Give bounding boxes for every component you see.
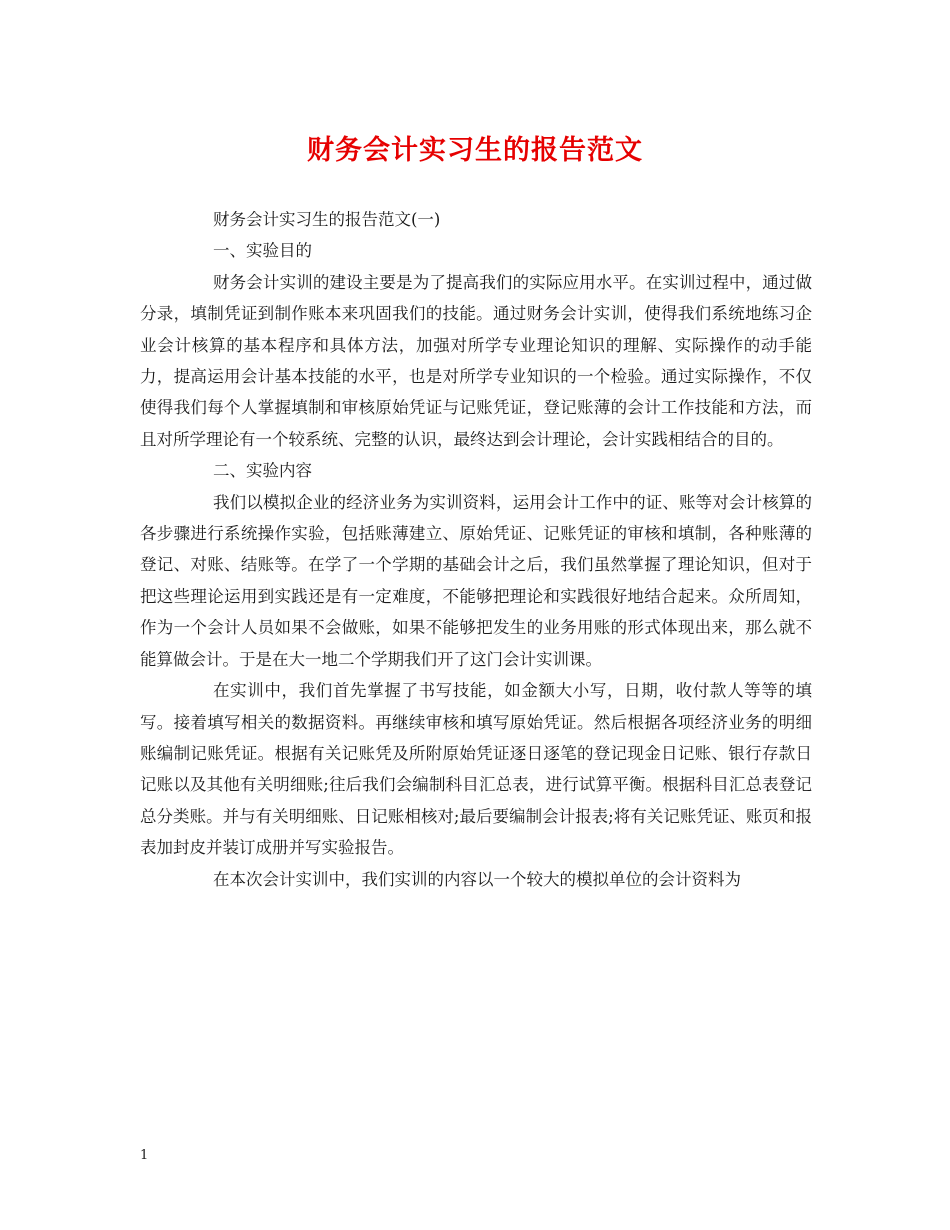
paragraph-purpose: 财务会计实训的建设主要是为了提高我们的实际应用水平。在实训过程中，通过做分录，填制凭证到制作账本来巩固我们的技能。通过财务会计实训，使得我们系统地练习企业会计核算的基本程序和具体方法，加强对所学专业理论知识的理解、实际操作的动手能力，提高运用会计基本技能的水平，也是对所学专业知识的一个检验。通过实际操作，不仅使得我们每个人掌握填制和审核原始凭证与记账凭证，登记账薄的会计工作技能和方法，而且对所学理论有一个较系统、完整的认识，最终达到会计理论，会计实践相结合的目的。: [140, 272, 812, 449]
section-heading-purpose: 一、实验目的: [213, 241, 312, 261]
paragraph-content-3: 在本次会计实训中，我们实训的内容以一个较大的模拟单位的会计资料为: [213, 869, 741, 889]
paragraph-subtitle: 财务会计实习生的报告范文(一): [213, 210, 441, 229]
paragraph-content-1: 我们以模拟企业的经济业务为实训资料，运用会计工作中的证、账等对会计核算的各步骤进行系统操作实验，包括账薄建立、原始凭证、记账凭证的审核和填制，各种账薄的登记、对账、结账等。在学了一个学期的基础会计之后，我们虽然掌握了理论知识，但对于把这些理论运用到实践还是有一定难度，不能够把理论和实践很好地结合起来。众所周知，作为一个会计人员如果不会做账，如果不能够把发生的业务用账的形式体现出来，那么就不能算做会计。于是在大一地二个学期我们开了这门会计实训课。: [140, 492, 812, 669]
section-heading-content: 二、实验内容: [213, 461, 312, 481]
paragraph-content-2: 在实训中，我们首先掌握了书写技能，如金额大小写，日期，收付款人等等的填写。接着填写相关的数据资料。再继续审核和填写原始凭证。然后根据各项经济业务的明细账编制记账凭证。根据有关记账凭及所附原始凭证逐日逐笔的登记现金日记账、银行存款日记账以及其他有关明细账;往后我们会编制科目汇总表，进行试算平衡。根据科目汇总表登记总分类账。并与有关明细账、日记账相核对;最后要编制会计报表;将有关记账凭证、账页和报表加封皮并装订成册并写实验报告。: [140, 681, 812, 858]
page-number: 1: [140, 1148, 149, 1163]
document-body: [140, 204, 812, 895]
document-title: 财务会计实习生的报告范文: [307, 135, 643, 166]
